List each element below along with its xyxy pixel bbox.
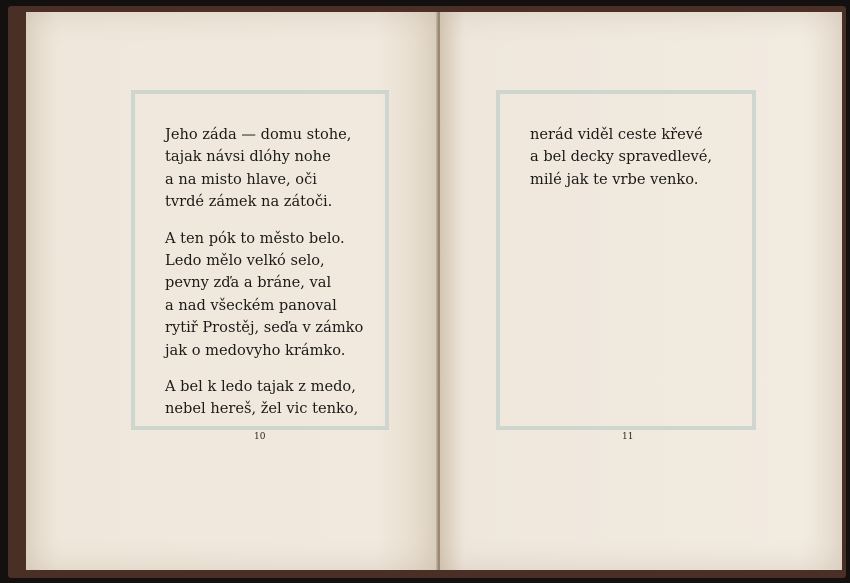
stanza — [165, 376, 363, 421]
poem-line: pevny zďa a bráne, val — [165, 274, 332, 292]
stanza — [165, 124, 363, 214]
right-poem — [530, 124, 712, 205]
poem-line: a na misto hlave, oči — [165, 170, 317, 188]
left-poem — [165, 124, 363, 435]
poem-line: rytiř Prostěj, seďa v zámko — [165, 319, 364, 337]
page-number: 10 — [254, 432, 266, 442]
right-page — [440, 12, 842, 570]
stanza — [165, 228, 363, 362]
left-text-frame — [131, 90, 389, 430]
page-number: 11 — [622, 432, 634, 442]
poem-line: Jeho záda — domu stohe, — [165, 126, 352, 143]
poem-line: nebel hereš, žel vic tenko, — [165, 400, 359, 418]
left-page — [26, 12, 438, 570]
poem-line: A ten pók to město belo. — [165, 229, 345, 247]
poem-line: nerád viděl ceste křevé — [530, 126, 703, 143]
poem-line: tajak návsi dlóhy nohe — [165, 148, 331, 166]
poem-line: milé jak te vrbe venko. — [530, 170, 699, 188]
stanza — [530, 124, 712, 191]
right-text-frame — [496, 90, 756, 430]
open-book — [8, 6, 846, 578]
poem-line: Ledo mělo velkó selo, — [165, 252, 325, 270]
poem-line: tvrdé zámek na zátoči. — [165, 193, 333, 211]
poem-line: a nad všeckém panoval — [165, 296, 337, 314]
poem-line: jak o medovyho krámko. — [165, 341, 346, 359]
poem-line: A bel k ledo tajak z medo, — [165, 378, 356, 396]
poem-line: a bel decky spravedlevé, — [530, 148, 713, 166]
